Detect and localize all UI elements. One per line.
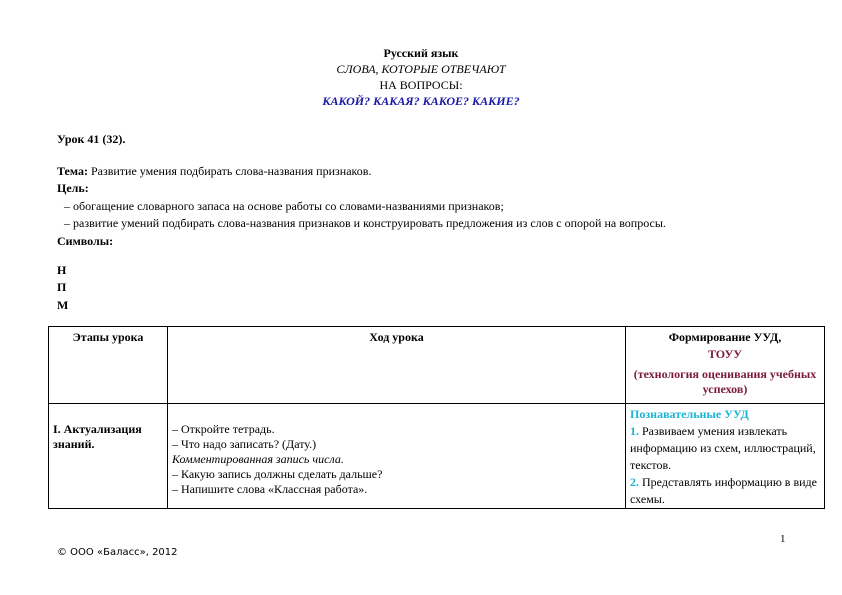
lesson-topic xyxy=(57,164,371,178)
course-cell xyxy=(168,404,626,509)
uud-item-1-text: Развиваем умения извлекать информацию из схем, иллюстраций, текстов. xyxy=(630,424,816,472)
uud-item-1-num: 1. xyxy=(630,424,639,438)
header-course xyxy=(168,327,626,404)
header-stages-text: Этапы урока xyxy=(72,330,144,344)
course-line-2: – Что надо записать? (Дату.) xyxy=(172,437,317,451)
lesson-number: Урок 41 (32). xyxy=(57,132,126,146)
uud-item-1 xyxy=(630,423,820,474)
header-course-text: Ход урока xyxy=(369,330,424,344)
uud-item-2 xyxy=(630,474,820,508)
header-uud xyxy=(626,327,825,404)
title-line-1: СЛОВА, КОТОРЫЕ ОТВЕЧАЮТ xyxy=(336,62,506,76)
topic-label: Тема: xyxy=(57,164,88,178)
uud-item-2-num: 2. xyxy=(630,475,639,489)
stage-cell xyxy=(49,404,168,509)
topic-text: Развитие умения подбирать слова-названия признаков. xyxy=(87,164,372,178)
course-line-1: – Откройте тетрадь. xyxy=(172,422,275,436)
table-row xyxy=(49,404,825,509)
symbol-m: М xyxy=(57,298,69,312)
symbol-p: П xyxy=(57,280,67,294)
goal-label: Цель: xyxy=(57,181,89,195)
course-italic-line: Комментированная запись числа. xyxy=(172,452,344,466)
title-questions: КАКОЙ? КАКАЯ? КАКОЕ? КАКИЕ? xyxy=(322,94,520,108)
goal-item-2: – развитие умений подбирать слова-названия признаков и конструировать предложения из слов с опорой на вопросы. xyxy=(64,216,666,230)
table-header-row xyxy=(49,327,825,404)
symbol-n: Н xyxy=(57,263,67,277)
uud-cell xyxy=(626,404,825,509)
uud-title: Познавательные УУД xyxy=(630,407,749,421)
header-stages xyxy=(49,327,168,404)
stage-text: I. Актуализация знаний. xyxy=(53,422,142,451)
title-line-2: НА ВОПРОСЫ: xyxy=(379,78,463,92)
subject-title: Русский язык xyxy=(383,46,459,60)
header-touu: ТОУУ xyxy=(707,347,743,361)
goal-item-1: – обогащение словарного запаса на основе работы со словами-названиями признаков; xyxy=(64,199,504,213)
header-uud-text: Формирование УУД, xyxy=(668,330,782,344)
symbols-label: Символы: xyxy=(57,234,114,248)
header-touu-desc: (технология оценивания учебных успехов) xyxy=(633,367,817,396)
course-line-4: – Напишите слова «Классная работа». xyxy=(172,482,368,496)
course-line-3: – Какую запись должны сделать дальше? xyxy=(172,467,383,481)
lesson-table xyxy=(48,326,825,509)
uud-item-2-text: Представлять информацию в виде схемы. xyxy=(630,475,817,506)
copyright: © ООО «Баласс», 2012 xyxy=(57,547,178,558)
page-number: 1 xyxy=(780,533,786,545)
